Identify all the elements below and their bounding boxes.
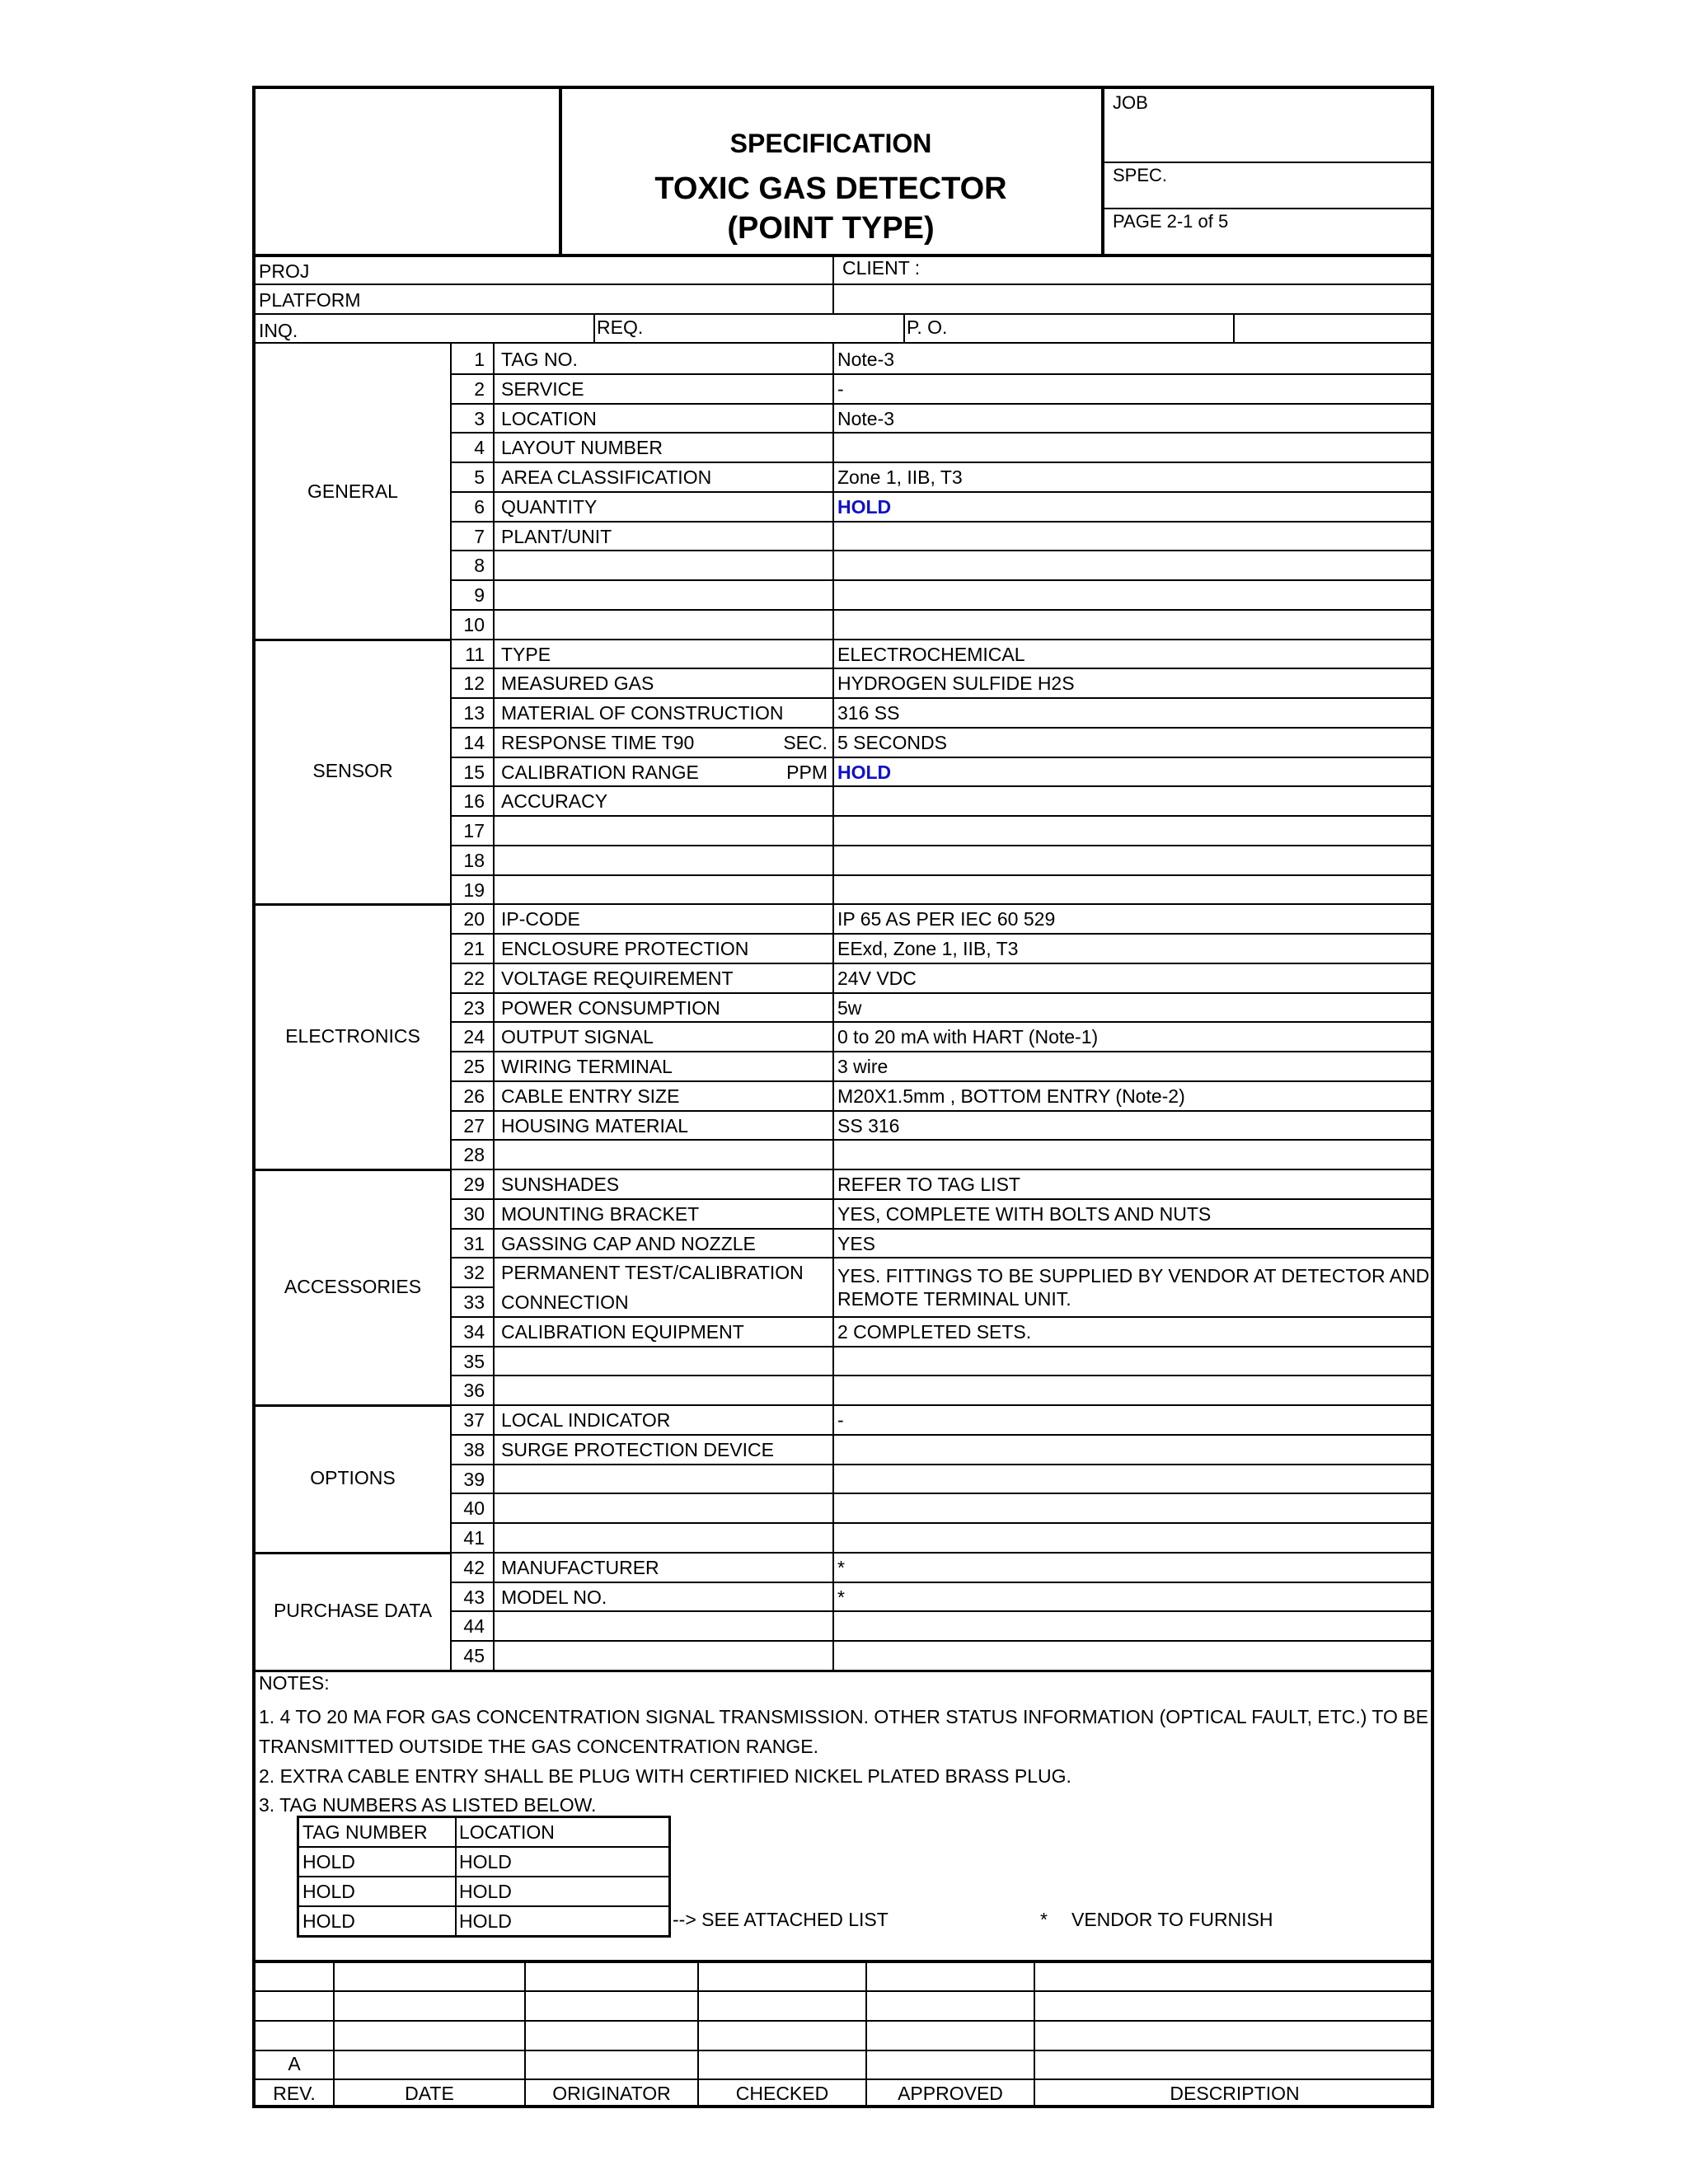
row-number: 34	[463, 1320, 485, 1343]
row-parameter: MATERIAL OF CONSTRUCTION	[501, 702, 784, 724]
doc-title-line2: (POINT TYPE)	[727, 211, 935, 246]
row-parameter: ACCURACY	[501, 790, 608, 813]
column-divider	[832, 344, 834, 1670]
row-value: -	[837, 377, 844, 400]
job-label: JOB	[1113, 92, 1148, 113]
info-line-2	[256, 313, 1434, 315]
inq-label: INQ.	[259, 320, 298, 341]
revision-header-approved: APPROVED	[898, 2083, 1003, 2104]
row-parameter: MANUFACTURER	[501, 1556, 659, 1578]
row-value: HOLD	[837, 761, 892, 783]
row-parameter: PERMANENT TEST/CALIBRATION	[501, 1262, 804, 1284]
revision-value-a: A	[288, 2053, 301, 2074]
section-label: GENERAL	[307, 480, 398, 502]
row-number: 37	[463, 1409, 485, 1431]
row-line	[450, 845, 1434, 846]
row-number: 5	[474, 466, 485, 488]
row-line	[450, 1228, 1434, 1230]
row-value: YES, COMPLETE WITH BOLTS AND NUTS	[837, 1202, 1212, 1225]
info-divider-req	[593, 313, 595, 342]
row-line	[450, 697, 1434, 699]
row-parameter: LOCATION	[501, 407, 597, 429]
row-number: 10	[463, 613, 485, 635]
row-parameter: SERVICE	[501, 377, 584, 400]
info-divider-client	[832, 255, 834, 313]
row-line	[450, 1110, 1434, 1112]
platform-label: PLATFORM	[259, 289, 361, 311]
revision-line	[256, 2079, 1434, 2080]
row-parameter: RESPONSE TIME T90	[501, 731, 695, 753]
row-line	[450, 1198, 1434, 1200]
vendor-star: *	[1040, 1909, 1048, 1930]
row-number: 38	[463, 1438, 485, 1460]
row-parameter: PLANT/UNIT	[501, 525, 612, 547]
header-line-job	[1103, 162, 1434, 163]
row-line	[450, 639, 1434, 640]
tag-table-header-tag: TAG NUMBER	[302, 1821, 428, 1843]
tag-table-line	[299, 1846, 668, 1848]
row-number: 24	[463, 1026, 485, 1048]
row-value: YES	[837, 1232, 876, 1254]
row-number: 21	[463, 938, 485, 959]
row-line	[450, 1080, 1434, 1082]
row-number: 30	[463, 1202, 485, 1225]
row-line	[450, 992, 1434, 994]
section-label: SENSOR	[312, 760, 393, 782]
row-parameter: ENCLOSURE PROTECTION	[501, 938, 749, 959]
header-line-spec	[1103, 208, 1434, 209]
po-label: P. O.	[907, 316, 948, 338]
revision-header-originator: ORIGINATOR	[552, 2083, 671, 2104]
row-value: 5 SECONDS	[837, 731, 947, 753]
row-number: 1	[474, 349, 485, 370]
row-line	[450, 1582, 1434, 1583]
row-parameter: POWER CONSUMPTION	[501, 996, 720, 1019]
row-parameter: WIRING TERMINAL	[501, 1056, 673, 1077]
table-bottom-line	[256, 1670, 1434, 1672]
row-line	[450, 1346, 1434, 1347]
section-label: ACCESSORIES	[284, 1276, 422, 1297]
row-number: 39	[463, 1468, 485, 1490]
row-line	[450, 963, 1434, 964]
row-value: HOLD	[837, 495, 892, 518]
row-parameter: IP-CODE	[501, 908, 580, 930]
column-divider	[493, 344, 495, 1670]
row-number: 32	[463, 1262, 485, 1284]
row-number: 6	[474, 495, 485, 518]
section-line	[256, 1404, 450, 1407]
row-number: 41	[463, 1527, 485, 1549]
row-value: -	[837, 1409, 844, 1431]
row-number: 12	[463, 673, 485, 695]
row-parameter: CALIBRATION RANGE	[501, 761, 699, 783]
row-number: 27	[463, 1114, 485, 1137]
row-parameter: SURGE PROTECTION DEVICE	[501, 1438, 774, 1460]
section-line	[256, 903, 450, 906]
notes-label: NOTES:	[259, 1672, 330, 1694]
row-value: SS 316	[837, 1114, 900, 1137]
row-line	[450, 903, 1434, 905]
row-parameter: SUNSHADES	[501, 1174, 620, 1195]
note-line-1: 1. 4 TO 20 MA FOR GAS CONCENTRATION SIGNAL TRANSMISSION. OTHER STATUS INFORMATION (OPTICAL FAULT, ETC.) TO BE	[259, 1706, 1428, 1727]
row-number: 16	[463, 790, 485, 813]
column-divider	[450, 344, 452, 1670]
row-value: EExd, Zone 1, IIB, T3	[837, 938, 1019, 959]
row-parameter: CONNECTION	[501, 1291, 629, 1313]
row-line	[450, 403, 1434, 405]
row-number: 4	[474, 437, 485, 459]
row-line	[450, 874, 1434, 876]
row-parameter: VOLTAGE REQUIREMENT	[501, 967, 734, 989]
tag-table-line	[299, 1905, 668, 1907]
row-number: 7	[474, 525, 485, 547]
row-line	[450, 815, 1434, 817]
row-number: 23	[463, 996, 485, 1019]
row-line	[450, 609, 1434, 611]
proj-label: PROJ	[259, 260, 310, 282]
section-line	[256, 639, 450, 641]
note-line-3: 2. EXTRA CABLE ENTRY SHALL BE PLUG WITH CERTIFIED NICKEL PLATED BRASS PLUG.	[259, 1765, 1071, 1787]
tag-table-cell: HOLD	[302, 1881, 355, 1902]
row-line	[450, 373, 1434, 375]
tag-table-cell: HOLD	[459, 1881, 512, 1902]
row-number: 19	[463, 879, 485, 901]
row-parameter: MODEL NO.	[501, 1586, 607, 1608]
client-label: CLIENT :	[842, 257, 921, 279]
row-parameter: AREA CLASSIFICATION	[501, 466, 712, 488]
section-label: ELECTRONICS	[285, 1025, 420, 1047]
row-line	[450, 1257, 1434, 1258]
row-value: Note-3	[837, 407, 895, 429]
revision-header-date: DATE	[405, 2083, 454, 2104]
tag-number-table	[297, 1816, 671, 1938]
row-parameter: QUANTITY	[501, 495, 598, 518]
row-line	[450, 1375, 1434, 1376]
row-line	[450, 550, 1434, 551]
revision-header-rev: REV.	[273, 2083, 316, 2104]
row-line	[450, 1552, 1434, 1554]
row-parameter: OUTPUT SIGNAL	[501, 1026, 654, 1048]
row-number: 15	[463, 761, 485, 783]
row-number: 22	[463, 967, 485, 989]
row-number: 26	[463, 1085, 485, 1107]
row-number: 36	[463, 1380, 485, 1402]
section-line	[256, 1552, 450, 1554]
row-number: 28	[463, 1144, 485, 1166]
row-number: 20	[463, 908, 485, 930]
row-line	[450, 1286, 493, 1288]
row-line	[450, 462, 1434, 463]
note-line-4: 3. TAG NUMBERS AS LISTED BELOW.	[259, 1794, 597, 1816]
row-parameter: HOUSING MATERIAL	[501, 1114, 689, 1137]
vendor-note: VENDOR TO FURNISH	[1071, 1909, 1273, 1930]
row-number: 33	[463, 1291, 485, 1313]
row-value: Zone 1, IIB, T3	[837, 466, 963, 488]
revision-top-line	[256, 1960, 1434, 1963]
row-value: 0 to 20 mA with HART (Note-1)	[837, 1026, 1099, 1048]
row-value: HYDROGEN SULFIDE H2S	[837, 673, 1075, 695]
row-number: 18	[463, 849, 485, 871]
specification-sheet	[252, 86, 1434, 2108]
row-number: 11	[465, 643, 485, 665]
row-line	[450, 1316, 1434, 1318]
header-divider-2	[1101, 89, 1104, 254]
note-line-2: TRANSMITTED OUTSIDE THE GAS CONCENTRATION RANGE.	[259, 1736, 818, 1757]
row-unit: PPM	[786, 761, 828, 783]
row-value: *	[837, 1586, 845, 1608]
row-value: REFER TO TAG LIST	[837, 1174, 1020, 1195]
page-label: PAGE 2-1 of 5	[1113, 211, 1229, 232]
revision-line	[256, 1990, 1434, 1992]
row-number: 8	[474, 555, 485, 577]
tag-table-cell: HOLD	[302, 1851, 355, 1872]
row-value: 316 SS	[837, 702, 900, 724]
row-value: YES. FITTINGS TO BE SUPPLIED BY VENDOR AT DETECTOR AND	[837, 1265, 1430, 1287]
row-parameter: MOUNTING BRACKET	[501, 1202, 700, 1225]
row-number: 14	[463, 731, 485, 753]
row-parameter: TYPE	[501, 643, 551, 665]
row-line	[450, 757, 1434, 758]
info-line-1	[256, 284, 1434, 285]
row-parameter: MEASURED GAS	[501, 673, 654, 695]
row-value: M20X1.5mm , BOTTOM ENTRY (Note-2)	[837, 1085, 1185, 1107]
row-number: 45	[463, 1645, 485, 1666]
tag-table-cell: HOLD	[459, 1910, 512, 1932]
info-line-3	[256, 342, 1434, 344]
row-parameter: LAYOUT NUMBER	[501, 437, 663, 459]
row-line	[450, 579, 1434, 581]
row-number: 35	[463, 1350, 485, 1372]
row-line	[450, 1021, 1434, 1023]
row-number: 17	[463, 820, 485, 841]
row-number: 13	[463, 702, 485, 724]
tag-table-cell: HOLD	[459, 1851, 512, 1872]
row-line	[450, 432, 1434, 434]
row-value: Note-3	[837, 349, 895, 370]
row-value: IP 65 AS PER IEC 60 529	[837, 908, 1056, 930]
row-line	[450, 933, 1434, 935]
revision-header-description: DESCRIPTION	[1170, 2083, 1300, 2104]
doc-title-line1: TOXIC GAS DETECTOR	[654, 171, 1007, 206]
row-parameter: GASSING CAP AND NOZZLE	[501, 1232, 756, 1254]
row-number: 44	[463, 1615, 485, 1638]
row-value: 24V VDC	[837, 967, 917, 989]
spec-label: SPECIFICATION	[729, 129, 932, 158]
row-number: 9	[474, 584, 485, 606]
row-parameter: CABLE ENTRY SIZE	[501, 1085, 680, 1107]
row-value: 3 wire	[837, 1056, 889, 1077]
row-line	[450, 668, 1434, 669]
row-value: 5w	[837, 996, 862, 1019]
row-value: ELECTROCHEMICAL	[837, 643, 1025, 665]
row-line	[450, 491, 1434, 493]
tag-table-line	[299, 1876, 668, 1877]
row-number: 25	[463, 1056, 485, 1077]
row-line	[450, 1610, 1434, 1612]
row-value: 2 COMPLETED SETS.	[837, 1320, 1032, 1343]
row-line	[450, 1464, 1434, 1465]
row-value: REMOTE TERMINAL UNIT.	[837, 1288, 1071, 1310]
row-number: 2	[474, 377, 485, 400]
section-label: OPTIONS	[310, 1467, 396, 1489]
row-line	[450, 521, 1434, 523]
row-unit: SEC.	[783, 731, 828, 753]
row-line	[450, 1434, 1434, 1436]
row-line	[450, 785, 1434, 787]
row-parameter: CALIBRATION EQUIPMENT	[501, 1320, 744, 1343]
info-divider-po	[903, 313, 905, 342]
tag-table-cell: HOLD	[302, 1910, 355, 1932]
info-divider-end	[1233, 313, 1235, 342]
row-number: 40	[463, 1497, 485, 1520]
row-line	[450, 1493, 1434, 1494]
row-number: 3	[474, 407, 485, 429]
row-parameter: TAG NO.	[501, 349, 578, 370]
revision-line	[256, 2020, 1434, 2022]
row-line	[450, 1522, 1434, 1524]
row-line	[450, 1139, 1434, 1141]
row-number: 31	[463, 1232, 485, 1254]
row-number: 42	[463, 1556, 485, 1578]
section-line	[256, 1169, 450, 1171]
row-line	[450, 1169, 1434, 1170]
row-line	[450, 727, 1434, 729]
row-line	[450, 1404, 1434, 1406]
row-line	[450, 1640, 1434, 1642]
see-attached-note: --> SEE ATTACHED LIST	[673, 1909, 889, 1930]
spec-field-label: SPEC.	[1113, 165, 1168, 185]
row-value: *	[837, 1556, 845, 1578]
section-label: PURCHASE DATA	[273, 1600, 433, 1622]
tag-table-header-location: LOCATION	[459, 1821, 555, 1843]
revision-header-checked: CHECKED	[735, 2083, 829, 2104]
row-line	[450, 1051, 1434, 1052]
revision-line	[256, 2050, 1434, 2051]
row-parameter: LOCAL INDICATOR	[501, 1409, 671, 1431]
row-number: 43	[463, 1586, 485, 1608]
req-label: REQ.	[597, 316, 644, 338]
row-number: 29	[463, 1174, 485, 1195]
